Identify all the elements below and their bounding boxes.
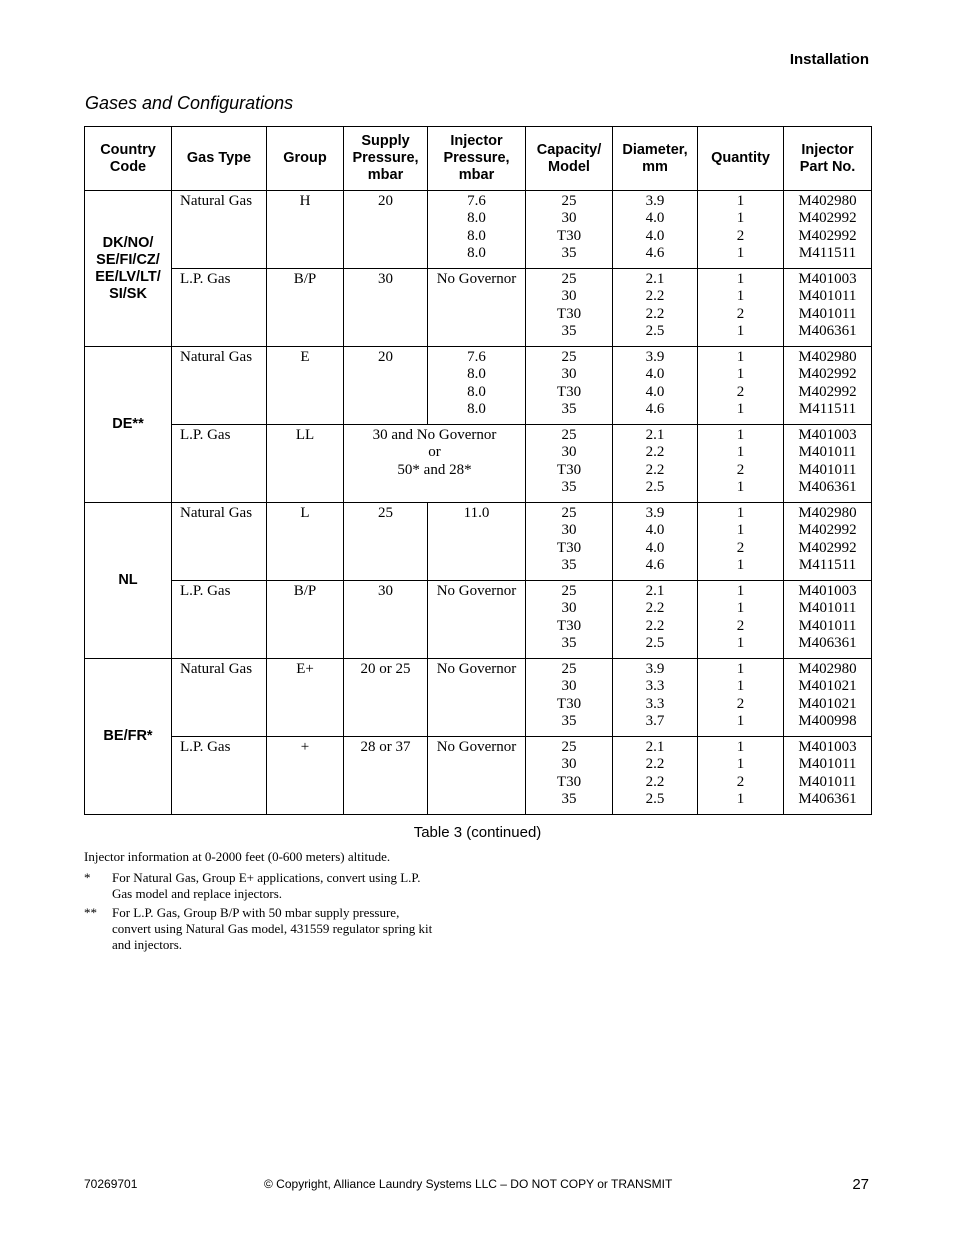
gas-configurations-table — [84, 126, 872, 815]
supply-pressure-cell: 20 — [344, 191, 428, 269]
injector-pressure-cell: 11.0 — [428, 503, 526, 581]
part-number-cell: M402980 M402992 M402992 M411511 — [784, 347, 872, 425]
diameter-cell: 3.9 4.0 4.0 4.6 — [613, 191, 698, 269]
gas-type-cell: Natural Gas — [172, 659, 267, 737]
diameter-cell: 3.9 4.0 4.0 4.6 — [613, 503, 698, 581]
document-number: 70269701 — [84, 1177, 138, 1191]
page-number: 27 — [852, 1176, 869, 1193]
part-number-cell: M402980 M401021 M401021 M400998 — [784, 659, 872, 737]
section-title: Gases and Configurations — [85, 93, 294, 113]
gas-type-cell: Natural Gas — [172, 503, 267, 581]
column-header-country-code: Country Code — [85, 127, 172, 191]
column-header-injector-part-no: Injector Part No. — [784, 127, 872, 191]
diameter-cell: 3.9 4.0 4.0 4.6 — [613, 347, 698, 425]
supply-pressure-cell: 30 — [344, 269, 428, 347]
injector-pressure-cell: No Governor — [428, 581, 526, 659]
supply-pressure-cell: 28 or 37 — [344, 737, 428, 815]
capacity-cell: 25 30 T30 35 — [526, 191, 613, 269]
column-header-injector-pressure: Injector Pressure, mbar — [428, 127, 526, 191]
part-number-cell: M401003 M401011 M401011 M406361 — [784, 269, 872, 347]
column-header-gas-type: Gas Type — [172, 127, 267, 191]
table-row — [85, 503, 872, 581]
diameter-cell: 2.1 2.2 2.2 2.5 — [613, 269, 698, 347]
footnote — [84, 905, 464, 953]
capacity-cell: 25 30 T30 35 — [526, 503, 613, 581]
supply-pressure-cell: 20 or 25 — [344, 659, 428, 737]
footnote-text: convert using Natural Gas model, 431559 regulator spring kit — [112, 921, 433, 936]
group-cell: B/P — [267, 269, 344, 347]
table-header-row — [85, 127, 872, 191]
gas-type-cell: L.P. Gas — [172, 425, 267, 503]
group-cell: L — [267, 503, 344, 581]
injector-pressure-cell: No Governor — [428, 737, 526, 815]
group-cell: H — [267, 191, 344, 269]
running-header: Installation — [789, 51, 869, 68]
altitude-note: Injector information at 0-2000 feet (0-600 meters) altitude. — [84, 849, 391, 864]
part-number-cell: M401003 M401011 M401011 M406361 — [784, 737, 872, 815]
quantity-cell: 1 1 2 1 — [698, 581, 784, 659]
gas-type-cell: L.P. Gas — [172, 581, 267, 659]
table-row — [85, 737, 872, 815]
quantity-cell: 1 1 2 1 — [698, 659, 784, 737]
gas-type-cell: Natural Gas — [172, 191, 267, 269]
diameter-cell: 3.9 3.3 3.3 3.7 — [613, 659, 698, 737]
footnote-text: and injectors. — [112, 937, 183, 952]
quantity-cell: 1 1 2 1 — [698, 425, 784, 503]
group-cell: + — [267, 737, 344, 815]
capacity-cell: 25 30 T30 35 — [526, 581, 613, 659]
quantity-cell: 1 1 2 1 — [698, 503, 784, 581]
table-row — [85, 425, 872, 503]
footnote-text: For L.P. Gas, Group B/P with 50 mbar supply pressure, — [112, 905, 400, 920]
column-header-group: Group — [267, 127, 344, 191]
capacity-cell: 25 30 T30 35 — [526, 347, 613, 425]
footnote-marker: ** — [84, 905, 97, 920]
diameter-cell: 2.1 2.2 2.2 2.5 — [613, 737, 698, 815]
capacity-cell: 25 30 T30 35 — [526, 269, 613, 347]
injector-pressure-cell: 7.6 8.0 8.0 8.0 — [428, 347, 526, 425]
part-number-cell: M401003 M401011 M401011 M406361 — [784, 425, 872, 503]
country-code-cell: DE** — [85, 347, 172, 503]
group-cell: B/P — [267, 581, 344, 659]
table-row — [85, 581, 872, 659]
pressure-cell: 30 and No Governor or 50* and 28* — [344, 425, 526, 503]
injector-pressure-cell: No Governor — [428, 659, 526, 737]
capacity-cell: 25 30 T30 35 — [526, 737, 613, 815]
injector-pressure-cell: No Governor — [428, 269, 526, 347]
column-header-diameter: Diameter, mm — [613, 127, 698, 191]
column-header-quantity: Quantity — [698, 127, 784, 191]
quantity-cell: 1 1 2 1 — [698, 191, 784, 269]
part-number-cell: M401003 M401011 M401011 M406361 — [784, 581, 872, 659]
copyright-notice: © Copyright, Alliance Laundry Systems LLC – DO NOT COPY or TRANSMIT — [264, 1177, 673, 1191]
footnote — [84, 870, 464, 902]
country-code-cell: BE/FR* — [85, 659, 172, 815]
diameter-cell: 2.1 2.2 2.2 2.5 — [613, 581, 698, 659]
column-header-capacity-model: Capacity/ Model — [526, 127, 613, 191]
quantity-cell: 1 1 2 1 — [698, 737, 784, 815]
quantity-cell: 1 1 2 1 — [698, 269, 784, 347]
part-number-cell: M402980 M402992 M402992 M411511 — [784, 503, 872, 581]
country-code-cell: NL — [85, 503, 172, 659]
quantity-cell: 1 1 2 1 — [698, 347, 784, 425]
gas-type-cell: Natural Gas — [172, 347, 267, 425]
part-number-cell: M402980 M402992 M402992 M411511 — [784, 191, 872, 269]
gas-type-cell: L.P. Gas — [172, 269, 267, 347]
diameter-cell: 2.1 2.2 2.2 2.5 — [613, 425, 698, 503]
footnote-marker: * — [84, 870, 91, 885]
gas-type-cell: L.P. Gas — [172, 737, 267, 815]
supply-pressure-cell: 20 — [344, 347, 428, 425]
table-row — [85, 347, 872, 425]
table-row — [85, 191, 872, 269]
column-header-supply-pressure: Supply Pressure, mbar — [344, 127, 428, 191]
capacity-cell: 25 30 T30 35 — [526, 425, 613, 503]
group-cell: E+ — [267, 659, 344, 737]
footnote-text: Gas model and replace injectors. — [112, 886, 283, 901]
supply-pressure-cell: 25 — [344, 503, 428, 581]
country-code-cell: DK/NO/ SE/FI/CZ/ EE/LV/LT/ SI/SK — [85, 191, 172, 347]
footnote-text: For Natural Gas, Group E+ applications, convert using L.P. — [112, 870, 421, 885]
table-row — [85, 659, 872, 737]
injector-pressure-cell: 7.6 8.0 8.0 8.0 — [428, 191, 526, 269]
supply-pressure-cell: 30 — [344, 581, 428, 659]
table-row — [85, 269, 872, 347]
group-cell: LL — [267, 425, 344, 503]
group-cell: E — [267, 347, 344, 425]
table-caption: Table 3 (continued) — [413, 824, 542, 841]
capacity-cell: 25 30 T30 35 — [526, 659, 613, 737]
